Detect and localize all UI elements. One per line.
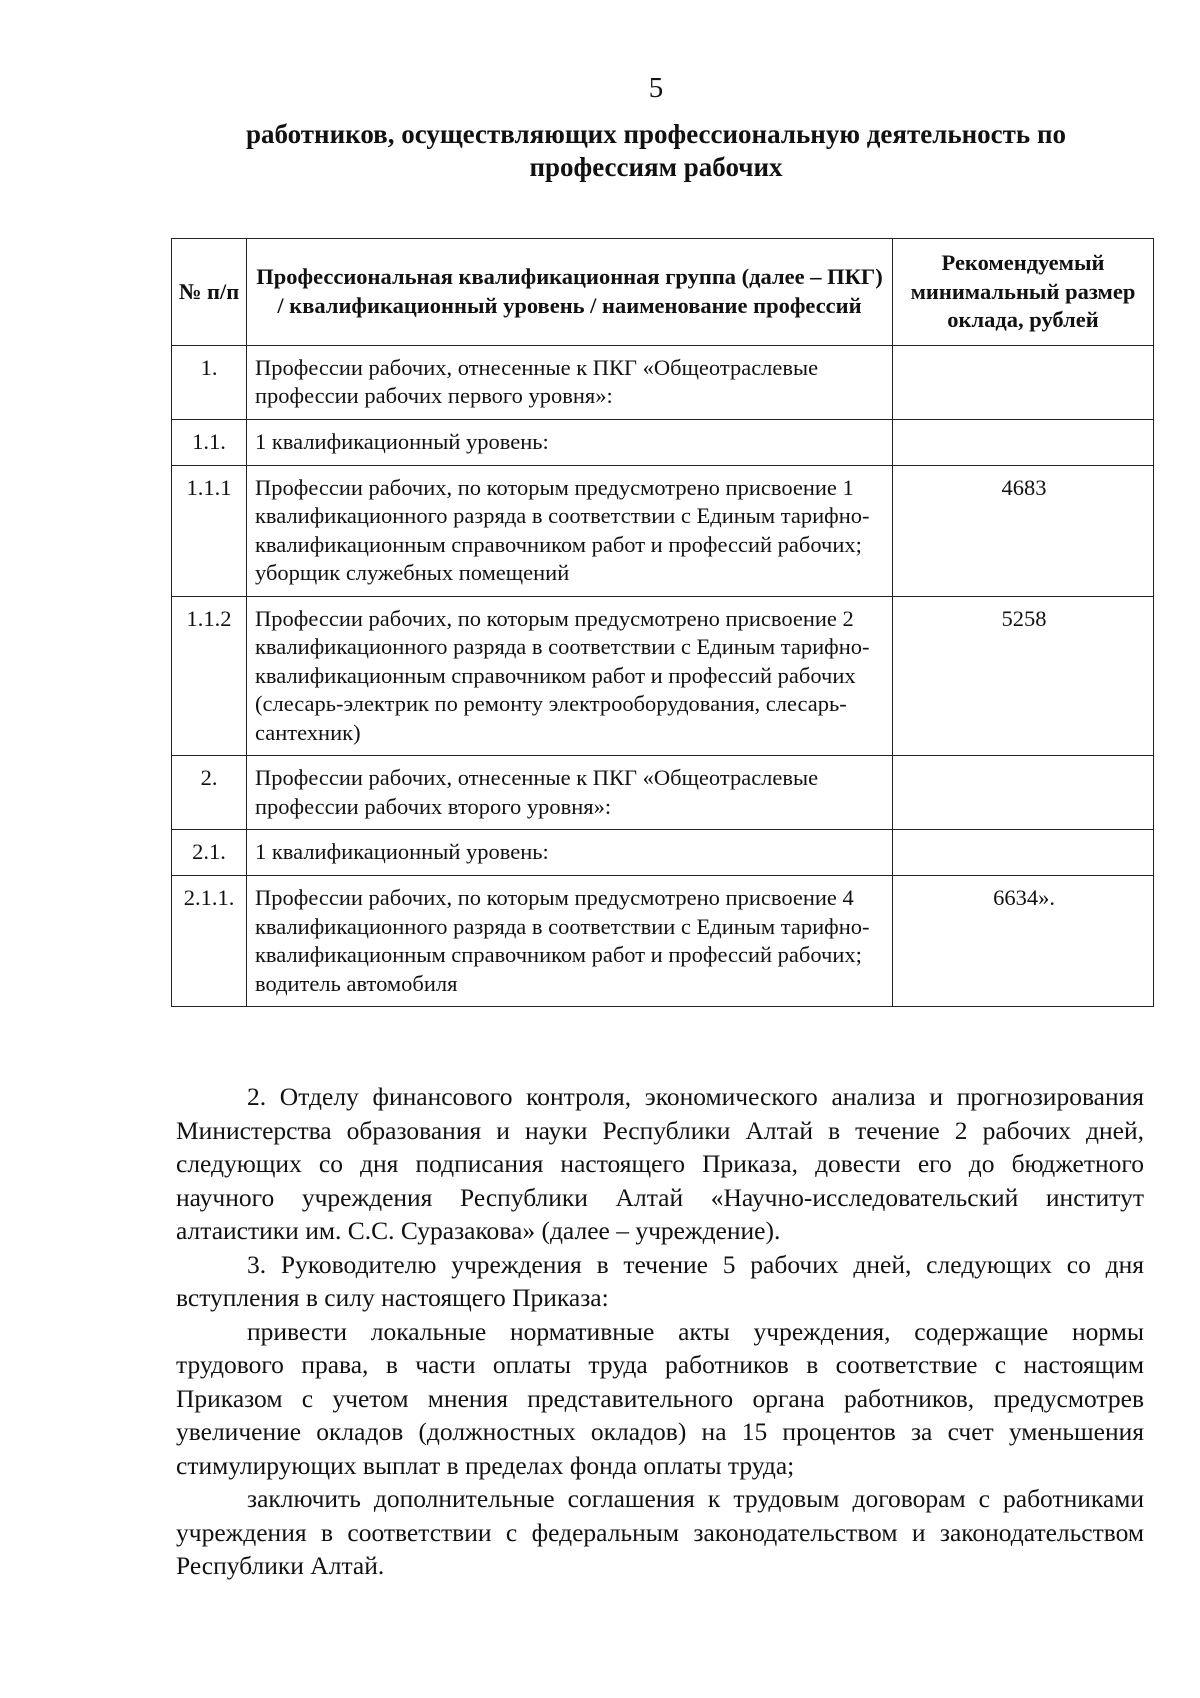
table-row xyxy=(172,596,1154,756)
paragraph-item-3: 3. Руководителю учреждения в течение 5 рабочих дней, следующих со дня вступления в силу настоящего Приказа: xyxy=(176,1249,1144,1312)
header-number: № п/п xyxy=(172,239,247,346)
header-salary: Рекомендуемый минимальный размер оклада, рублей xyxy=(893,239,1154,346)
row-name: Профессии рабочих, по которым предусмотрено присвоение 1 квалификационного разряда в соответствии с Единым тарифно-квалификационным справочником работ и профессий рабочих; уборщик служебных помещений xyxy=(247,465,893,596)
row-salary xyxy=(893,419,1154,465)
row-number: 1.1. xyxy=(172,419,247,465)
row-number: 2.1. xyxy=(172,830,247,876)
row-name: 1 квалификационный уровень: xyxy=(247,419,893,465)
row-number: 2. xyxy=(172,756,247,830)
paragraph-subitem-bring-acts: привести локальные нормативные акты учреждения, содержащие нормы трудового права, в части оплаты труда работников в соответствие с настоящим Приказом с учетом мнения представительного органа работников, предусмотрев увеличение окладов (должностных окладов) на 15 процентов за счет уменьшения стимулирующих выплат в пределах фонда оплаты труда; xyxy=(176,1316,1144,1480)
row-number: 1.1.2 xyxy=(172,596,247,756)
body-text xyxy=(176,1080,1144,1583)
row-salary: 5258 xyxy=(893,596,1154,756)
row-number: 1.1.1 xyxy=(172,465,247,596)
row-name: 1 квалификационный уровень: xyxy=(247,830,893,876)
row-salary xyxy=(893,756,1154,830)
row-number: 1. xyxy=(172,345,247,419)
page-number: 5 xyxy=(648,72,664,104)
row-salary xyxy=(893,830,1154,876)
table-header-row xyxy=(172,239,1154,346)
table-row xyxy=(172,830,1154,876)
table-row xyxy=(172,345,1154,419)
row-name: Профессии рабочих, отнесенные к ПКГ «Общеотраслевые профессии рабочих второго уровня»: xyxy=(247,756,893,830)
table-row xyxy=(172,465,1154,596)
table-row xyxy=(172,419,1154,465)
table-row xyxy=(172,876,1154,1007)
row-number: 2.1.1. xyxy=(172,876,247,1007)
row-name: Профессии рабочих, отнесенные к ПКГ «Общеотраслевые профессии рабочих первого уровня»: xyxy=(247,345,893,419)
paragraph-item-2: 2. Отделу финансового контроля, экономического анализа и прогнозирования Министерства образования и науки Республики Алтай в течение 2 рабочих дней, следующих со дня подписания настоящего Приказа, довести его до бюджетного научного учреждения Республики Алтай «Научно-исследовательский институт алтаистики им. С.С. Суразакова» (далее – учреждение). xyxy=(176,1082,1144,1245)
section-subtitle: работников, осуществляющих профессиональную деятельность по профессиям рабочих xyxy=(245,119,1067,182)
paragraph-subitem-agreements: заключить дополнительные соглашения к трудовым договорам с работниками учреждения в соответствии с федеральным законодательством и законодательством Республики Алтай. xyxy=(176,1484,1144,1580)
table-row xyxy=(172,756,1154,830)
row-name: Профессии рабочих, по которым предусмотрено присвоение 4 квалификационного разряда в соответствии с Единым тарифно-квалификационным справочником работ и профессий рабочих; водитель автомобиля xyxy=(247,876,893,1007)
row-salary: 4683 xyxy=(893,465,1154,596)
row-salary xyxy=(893,345,1154,419)
row-name: Профессии рабочих, по которым предусмотрено присвоение 2 квалификационного разряда в соответствии с Единым тарифно-квалификационным справочником работ и профессий рабочих (слесарь-электрик по ремонту электрооборудования, слесарь-сантехник) xyxy=(247,596,893,756)
header-group: Профессиональная квалификационная группа (далее – ПКГ) / квалификационный уровень / наименование профессий xyxy=(247,239,893,346)
row-salary: 6634». xyxy=(893,876,1154,1007)
salary-table xyxy=(171,238,1154,1007)
